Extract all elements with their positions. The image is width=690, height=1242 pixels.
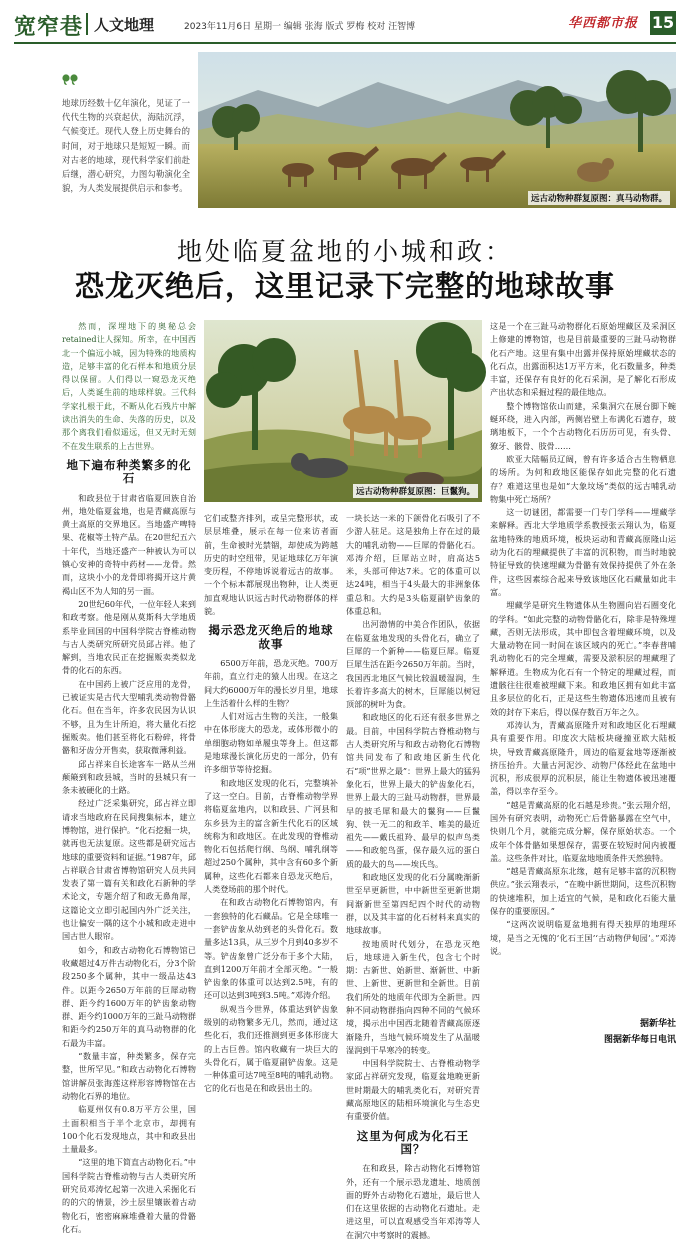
section-heading-1: 地下遍布种类繁多的化石 [66, 457, 192, 486]
paragraph: 和政地区的化石还有很多世界之最。目前，中国科学院古脊椎动物与古人类研究所与和政古动物化石博物馆共同发布了和政地区新生代化石“项”世界之最”：世界上最大的猛犸象化石，世界上最大的铲齿象化石，世界上最大的三趾马动物群，世界最早的披毛犀和最大的鬣狗——巨鬣狗、铁一无二的和政羊、唯美的最近祖先——戴氏祖羚、最早的似声鸟类——和政鸵鸟蛋，保存最久远的蛋白质的最大的鸟——埃氏鸟。 [346, 712, 480, 869]
paragraph: 一块长达一米的下颌骨化石吸引了不少游人驻足。这是独角上存在过的最大的哺乳动物——巨犀的骨骼化石。邓涛介绍，巨犀站立时，肩高达5米，头部可伸达7米。它的体重可以达24吨，相当于4头最大的非洲象体重总和。大约是3头临夏副铲齿象的体重总和。 [346, 513, 480, 617]
paragraph: 邓涛认为，青藏高原隆升对和政地区化石埋藏具有重要作用。印度次大陆板块碰撞亚欧大陆板块，导致青藏高原隆升，周边的临夏盆地等逐渐被挤压抬升。大量古河泥沙、动物尸体经此在盆地中沉积，形成很厚的沉积层，能让生物遗体被迅速覆盖，得以幸存至今。 [490, 719, 676, 797]
paragraph: 经过广泛采集研究，邱占祥立即请求当地政府在民间搜集标本，建立博物馆，进行保护。“化石挖掘一块，就再也无法复原。这些都是研究远古地球的重要资料和证据。”1987年，邱占祥联合甘肃省博物馆研究人员共同发表了第一篇有关和政化石新种的学术论文，专题介绍了和政无鼻角犀，这篇论文立即引起国内外广泛关注，也让偏安一隅的这个小城和政走进中国古世人眼帘。 [62, 798, 196, 942]
paragraph: 6500万年前，恐龙灭绝。700万年前，直立行走的猿人出现。在这之间大约6000万年的漫长岁月里，地球上生活着什么样的生物？ [204, 657, 338, 708]
paragraph: 埋藏学是研究生物遗体从生物圈向岩石圈变化的学科。“如此完整的动物骨骼化石，除非是特殊埋藏，否则无法形成，其中即包含着埋藏环境，以及大量动物在同一时间在该区域内的死亡。”李春普哺乳动物化石的完全埋藏，需要及淤积层的埋藏理了解释道。生物成为化石有一个特定的埋藏过程，而遗骸往往很难被埋藏下来。和政地区拥有如此丰富且多层位的化石，正是这些生物遗体迅速而且被有效的封存下来后，得以保存数百万年之久。 [490, 600, 676, 717]
paragraph: 整个博物馆依山而建，采集洞穴在展台脚下蜿蜒环绕，进入内部，两侧岩壁上布满化石遗存，玻璃地板下，一个个古动物化石历历可见，有头骨、獠牙、骸骨、肢骨…… [490, 400, 676, 451]
landscape-illustration [198, 52, 676, 208]
paragraph: “这里的地下简直古动物化石。”中国科学院古脊椎动物与古人类研究所研究员邓涛忆起第一次进入采掘化石的的穴的情景，沙土层里镶嵌着古动物化石，密密麻麻堆叠着大量的骨骼化石。 [62, 1157, 196, 1234]
paragraph: 纵观当今世界，体重达到铲齿象级别的动物繁多无几，然而，通过这些化石，我们还推测到更多体形庞大的上古巨兽。馆内收藏有一块巨大的头骨化石，属于临夏副铲齿象。这是一种体重可达7吨至8吨的哺乳动物。它的化石也是在和政县出土的。 [204, 1003, 338, 1094]
header-divider [86, 13, 88, 35]
paragraph: 如今，和政古动物化石博物馆已收藏超过4万件古动物化石，分3个阶段250多个属种，其中一级品达43件。以距今2650万年前的巨犀动物群、距今约1600万年的铲齿象动物群、距今约1000万年的三趾马动物群和距今约250万年的真马动物群的化石最为丰富。 [62, 944, 196, 1048]
body-column-3 [346, 512, 480, 1240]
top-image-caption: 远古动物种群复原图：真马动物群。 [528, 191, 670, 205]
paragraph: 欧亚大陆幅员辽阔，曾有许多适合古生物栖息的场所。为何和政地区能保存如此完整的化石遗存？难道这里也是如“大象坟场”类似的远古哺乳动物集中死亡场所？ [490, 453, 676, 504]
paragraph: 和政地区发现的化石，完整填补了这一空白。目前，古脊椎动物学界将临夏盆地内，以和政县、广河县和东乡县为主的富含新生代化石的区域统称为和政地区。在此发现的脊椎动物化石包括爬行纲、鸟纲、哺乳纲等超过250个属种，其中含有60多个新属种，这些化石都来自恐龙灭绝后，人类登场前的那个时代。 [204, 777, 338, 895]
source-credit: 据新华社 [639, 1019, 676, 1029]
paragraph: 在和政县，除古动物化石博物馆外，还有一个展示恐龙遗址、地质剖面的野外古动物化石遗址，最后世人们在这里依据的古动物化石遗址。走进这里，可以直观感受当年邓涛等人在洞穴中考察时的震撼。 [346, 1163, 480, 1240]
page-number: 15 [650, 11, 676, 35]
top-illustration [198, 52, 676, 208]
paragraph: 在和政古动物化石博物馆内，有一套独特的化石藏品。它是全球唯一一套铲齿象从幼到老的头骨化石。数量多达13具，从三岁个月到40多岁不等。铲齿象曾广泛分布于多个大陆，直到1200万年前才全部灭绝。“一般铲齿象的体重可以达到2.5吨，有的还可以达到3吨到3.5吨。”邓涛介绍。 [204, 897, 338, 1001]
paragraph: 在中国药上被广泛应用的龙骨，已被证实是古代大型哺乳类动物骨骼化石。但在当年，许多农民因为认识不够，且为生计所迫，将大量化石挖掘贩卖。他们甚至将化石粉碎，将骨骼和牙齿分开售卖，获取微薄利益。 [62, 678, 196, 756]
lead-paragraph: 然而，深埋地下的奥秘总会retained让人探知。所幸，在中国西北一个偏远小城，因为特殊的地质构造，足够丰富的化石样本和地质分层得以保留。人们得以一窥恐龙灭绝后，人类诞生前的地球样貌。三代科学家扎根于此，不断从化石残片中解读出消失的生命、失落的历史，以及那个离我们看似遥远，但又无时无刻不在发生联系的上古世界。 [62, 321, 196, 451]
page-header [0, 0, 690, 44]
paragraph: “数量丰富，种类繁多，保存完整，世所罕见。”和政古动物化石博物馆讲解员张海莲这样形容博物馆在古动物化石界的地位。 [62, 1051, 196, 1101]
section-heading-2: 揭示恐龙灭绝后的地球故事 [208, 623, 334, 651]
paragraph: 20世纪60年代，一位年轻人来到和政考察。他是刚从莫斯科大学地质系毕业回国的中国科学院古脊椎动物与古人类研究所研究员邱占祥。他了解到，当地农民正在挖掘贩卖类似龙骨的化石的东西。 [62, 598, 196, 676]
paragraph: 和政地区发现的化石分属晚渐新世至早更新世，中中新世至更新世期间渐新世至第四纪四个时代的动物群，以及其丰富的化石材料来真实的地球故事。 [346, 872, 480, 936]
paragraph: 中国科学院院士、古脊椎动物学家邱占祥研究发现，临夏盆地晚更新世时期最大的哺乳类化石，对研究青藏高原地区的陆相环境演化与生态史有重要价值。 [346, 1058, 480, 1122]
paragraph: 人们对远古生物的关注，一般集中在体形庞大的恐龙，或体形微小的单细胞动物如单履虫等身上。但这都是地球漫长演化历史的一部分，仍有许多细节等待挖掘。 [204, 711, 338, 775]
newspaper-logo: 华西都市报 [568, 16, 639, 31]
headline-line2: 恐龙灭绝后，这里记录下完整的地球故事 [74, 269, 615, 303]
paragraph: 临夏州仅有0.8万平方公里，国土面积相当于半个北京市，却拥有100个化石发现地点，其中和政县出土量最多。 [62, 1104, 196, 1155]
quote-icon [62, 72, 78, 86]
edition-meta: 2023年11月6日 星期一 编辑 张海 版式 罗梅 校对 汪智博 [184, 22, 416, 32]
paragraph: “越是青藏高原东北缘，越有足够丰富的沉积物供应。”张云翔表示，“在晚中新世期间，这些沉积物的快速堆积，加上适宜的气候，是和政化石能大量保存的重要原因。” [490, 866, 676, 917]
headline-line1: 地处临夏盆地的小城和政： [176, 237, 513, 266]
body-column-2 [204, 512, 338, 1094]
paragraph: 和政县位于甘肃省临夏回族自治州，地处临夏盆地，也是青藏高原与黄土高原的交界地区。当地盛产啤特果、花椒等土特产品。在20世纪五六十年代，当地还盛产一种被认为可以镇心安神的奇特中药材——龙骨。然而，这块小小的龙骨即将揭开这片黄褐山区不为人知的另一面。 [62, 492, 196, 596]
photo-credit: 图据新华每日电讯 [603, 1035, 676, 1045]
paragraph: 这是一个在三趾马动物群化石原始埋藏区及采洞区上修建的博物馆，也是目前最重要的三趾马动物群化石产地。这里有集中出露并保持原始埋藏状态的化石点，出露面积达1万平方米，化石数量多，种类丰富，还保存有良好的化石采洞，是了解化石形成产出状态和采掘过程的最佳地点。 [490, 321, 676, 398]
hyena-illustration [204, 320, 482, 502]
body-column-1 [62, 320, 196, 1234]
paragraph: 这一切谜团，都需要一门专门学科——埋藏学来解释。西北大学地质学系教授张云翔认为，临夏盆地特殊的地质环境，板块运动和青藏高原隆山运动为化石的埋藏提供了丰富的沉积物，而当时地貌特征导致的快速埋藏为骨骼有效保持提供了外在条件，这些因素综合起来导致该地区化石藏量如此丰富。 [490, 507, 676, 597]
paragraph: 出河渤情的中美合作团队，依据在临夏盆地发现的头骨化石，确立了巨犀的一个新种——临夏巨犀。临夏巨犀生活在距今2650万年前。当时，我国西北地区气候比较温暖湿润，生长着许多高大的树木，巨犀能以树冠顶部的树叶为食。 [346, 619, 480, 710]
section-name: 人文地理 [94, 16, 155, 34]
column-title: 宽窄巷 [14, 15, 84, 40]
middle-illustration [204, 320, 482, 502]
header-rule [14, 42, 676, 44]
paragraph: 它们或整齐排列，或呈完整形状，或层层堆叠，展示在每一位来访者面前，生命被时光禁锢，却使成为跨越历史的时空纽带，见证地球亿万年演变历程，不停地诉说着远古的故事。一个个标本都展现出物种，让人类更加直观地认识远古时代动物群体的样貌。 [204, 513, 338, 617]
paragraph: “这两次说明临夏盆地拥有得天独厚的地理环境，是当之无愧的‘化石王国’‘古动物伊甸园’。”邓涛说。 [490, 919, 676, 956]
middle-image-caption: 远古动物种群复原图：巨鬣狗。 [353, 484, 478, 498]
section-heading-3: 这里为何成为化石王国？ [356, 1128, 470, 1156]
paragraph: 邱占祥来自长途客车一路从兰州颠簸到和政县城，当时的县城只有一条未被硬化的土路。 [62, 758, 196, 796]
paragraph: 按地质时代划分，在恐龙灭绝后，地球进入新生代，包含七个时期：古新世、始新世、渐新世、中新世、上新世、更新世和全新世。目前我们所处的地质年代即为全新世。四种不同动物群指向四种不同的气候环境，揭示出中国西北随着青藏高原逐渐隆升，当地气候环境发生了从温暖湿润到干旱寒冷的转变。 [346, 938, 480, 1055]
paragraph: “越是青藏高原的化石越是珍贵。”张云翔介绍，国外有研究表明，动物死亡后骨骼暴露在空气中，快则几个月，就能完成分解，保存原始状态。一个成年个体骨骼如果想保存，需要在较短时间内被覆盖。这些条件对比，临夏盆地地质条件天然独特。 [490, 799, 676, 863]
intro-text: 地球历经数十亿年演化，见证了一代代生物的兴衰起伏，海陆沉浮，气候变迁。现代人登上历史舞台的时间，对于地球只是短短一瞬。而对古老的地球，现代科学家们前赴后继，潜心研究，力图勾勒演化全貌，为人类发展提供启示和参考。 [62, 98, 190, 194]
body-column-4 [490, 320, 676, 1010]
